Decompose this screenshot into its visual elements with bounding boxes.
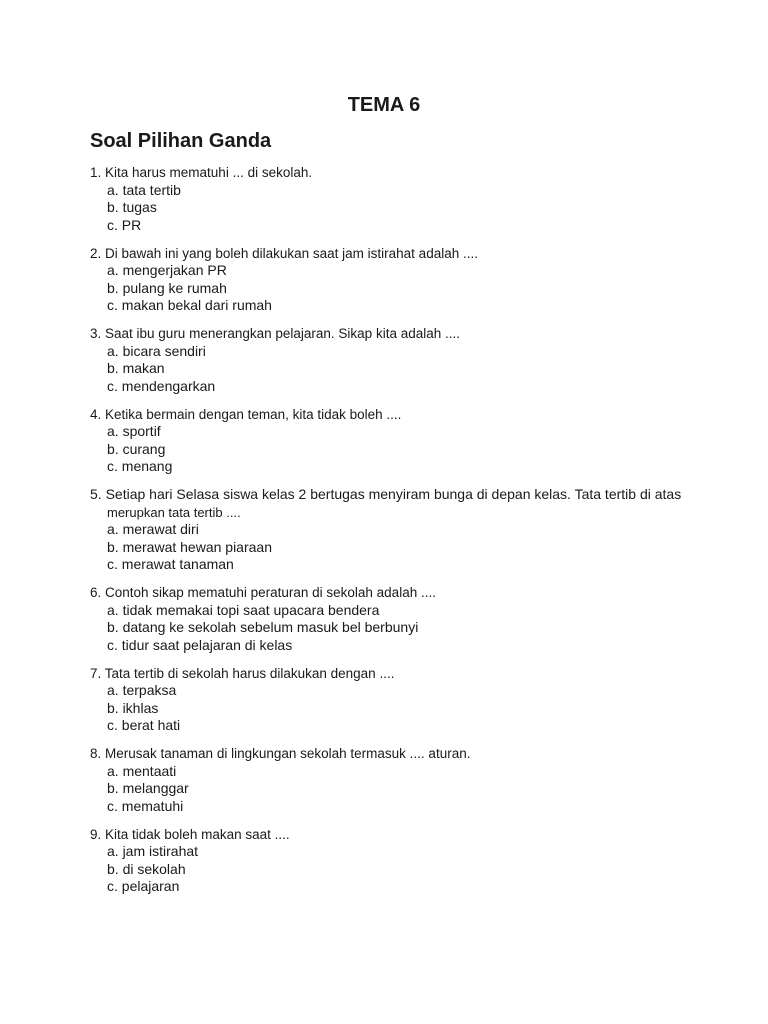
option-list	[90, 843, 730, 896]
option-b: b. makan	[107, 360, 165, 376]
question-text: 8. Merusak tanaman di lingkungan sekolah termasuk .... aturan.	[90, 746, 471, 761]
question-text: 9. Kita tidak boleh makan saat ....	[90, 826, 290, 842]
option-list	[90, 602, 730, 655]
question-text: 1. Kita harus mematuhi ... di sekolah.	[90, 165, 313, 180]
option-c: c. mendengarkan	[107, 377, 216, 394]
question-text: 2. Di bawah ini yang boleh dilakukan saat jam istirahat adalah ....	[90, 245, 478, 261]
option-list	[90, 763, 730, 816]
question-1	[90, 164, 730, 234]
option-b: b. pulang ke rumah	[107, 279, 227, 296]
option-list	[90, 682, 730, 735]
option-b: b. tugas	[107, 199, 157, 215]
option-b: b. merawat hewan piaraan	[107, 538, 272, 555]
option-a: a. terpaksa	[107, 682, 177, 698]
question-7	[90, 665, 730, 735]
question-8	[90, 745, 730, 815]
question-text: 4. Ketika bermain dengan teman, kita tidak boleh ....	[90, 406, 402, 422]
question-2	[90, 245, 730, 315]
question-text: 7. Tata tertib di sekolah harus dilakukan dengan ....	[90, 665, 395, 681]
option-list	[90, 343, 730, 396]
question-list	[90, 164, 730, 906]
option-b: b. di sekolah	[107, 860, 186, 877]
option-a: a. mengerjakan PR	[107, 262, 227, 278]
option-a: a. bicara sendiri	[107, 342, 206, 359]
option-b: b. ikhlas	[107, 699, 159, 716]
option-c: c. pelajaran	[107, 878, 180, 894]
option-a: a. sportif	[107, 423, 161, 439]
option-c: c. PR	[107, 216, 142, 233]
option-list	[90, 423, 730, 476]
section-title: Soal Pilihan Ganda	[90, 130, 272, 152]
option-c: c. berat hati	[107, 717, 181, 733]
question-text: 3. Saat ibu guru menerangkan pelajaran. Sikap kita adalah ....	[90, 326, 460, 341]
option-c: c. menang	[107, 458, 173, 474]
option-c: c. makan bekal dari rumah	[107, 297, 272, 313]
question-6	[90, 584, 730, 654]
question-9	[90, 826, 730, 896]
option-c: c. merawat tanaman	[107, 556, 234, 572]
option-b: b. datang ke sekolah sebelum masuk bel berbunyi	[107, 619, 419, 635]
document-title: TEMA 6	[347, 94, 421, 116]
option-a: a. merawat diri	[107, 521, 199, 537]
question-5	[90, 486, 730, 574]
question-3	[90, 325, 730, 395]
question-text: 6. Contoh sikap mematuhi peraturan di sekolah adalah ....	[90, 585, 436, 600]
option-list	[90, 182, 730, 235]
option-list	[90, 521, 730, 574]
option-b: b. melanggar	[107, 780, 189, 796]
option-a: a. tidak memakai topi saat upacara bendera	[107, 601, 380, 618]
option-a: a. tata tertib	[107, 181, 181, 198]
question-text: 5. Setiap hari Selasa siswa kelas 2 bertugas menyiram bunga di depan kelas. Tata tertib di atas	[90, 486, 682, 502]
question-text-continuation: merupkan tata tertib ....	[107, 504, 241, 520]
question-4	[90, 406, 730, 476]
option-list	[90, 262, 730, 315]
option-a: a. jam istirahat	[107, 843, 199, 859]
option-a: a. mentaati	[107, 762, 177, 779]
option-b: b. curang	[107, 440, 166, 457]
option-c: c. tidur saat pelajaran di kelas	[107, 636, 293, 653]
option-c: c. mematuhi	[107, 797, 184, 814]
